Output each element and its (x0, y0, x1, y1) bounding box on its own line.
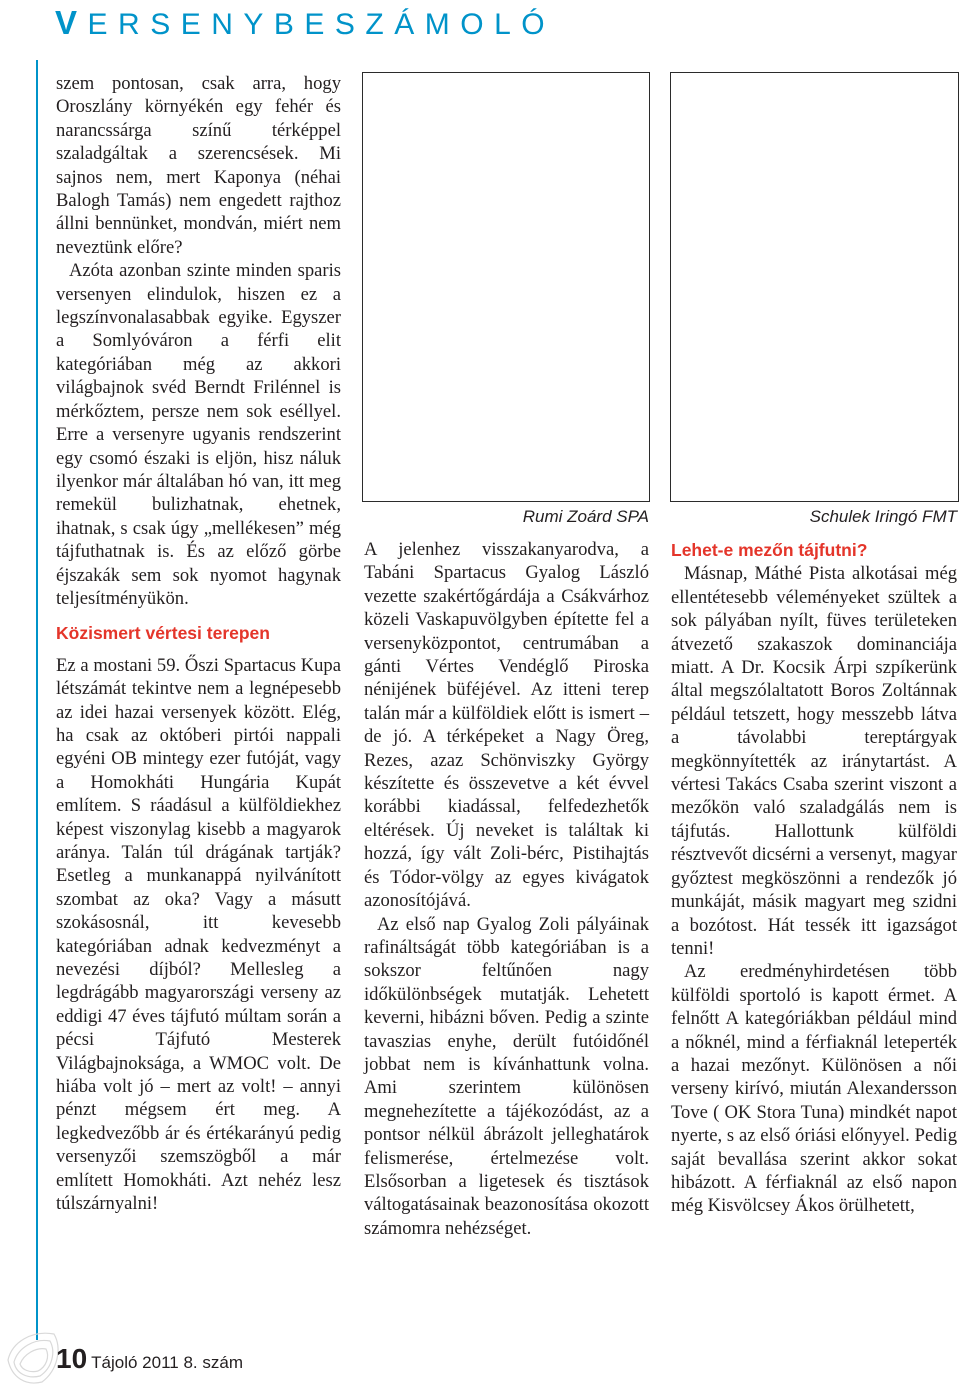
article-column-3 (671, 538, 957, 1218)
section-title-rest: ERSENYBESZÁMOLÓ (87, 8, 556, 41)
left-margin-rule (36, 60, 38, 1340)
paragraph: Másnap, Máthé Pista alkotásai még ellentétesebb véleményeket szültek a sok pályában nyílt, füves területeken átvezető szakaszok dominanciája miatt. A Dr. Kocsik Árpi szpíkerünk által megszólaltatott Boros Zoltánnak például tetszett, hogy messzebb látva a távolabbi tereptárgyak megkönnyítették az iránytartást. A vértesi Takács Csaba szerint viszont a mezőkön való szaladgálás nem is tájfutás. Hallottunk külföldi résztvevőt dicsérni a versenyt, magyar győztest megköszönni a rendezők jó munkáját, másik magyart meg szidni a bozótost. Hát tessék itt igazságot tenni! (671, 563, 957, 959)
paragraph: A jelenhez visszakanyarodva, a Tabáni Spartacus Gyalog László vezette szakértőgárdája a Csákvárhoz közeli Vaskapuvölgyben építette fel a versenyközpontot, centrumában a gánti Vértes Vendéglő Piroska nénijének büféjével. Az itteni terep talán már a külföldiek előtt is ismert – de jó. A térképeket a Nagy Öreg, Rezes, azaz Schönviszky György készítette és összevetve a két évvel korábbi kiadással, felfedezhetők eltérések. Új neveket is találtak ki hozzá, így vált Zoli-bérc, Pistihajtás és Tódor-völgy az egyes kivágatok azonosítójává. (364, 539, 649, 912)
photo-caption-2: Schulek Iringó FMT (809, 507, 957, 526)
section-title-initial: V (55, 4, 88, 41)
paragraph: Az eredményhirdetésen több külföldi sportoló is kapott érmet. A felnőtt A kategóriákban például mind a nőknél, mind a férfiaknál leteperték a hazai mezőnyt. Különösen a női verseny kirívó, miután Alexandersson Tove ( OK Stora Tuna) mindkét napot nyerte, s az első óriási előnyyel. Pedig saját bevallása szerint akkor sokat hibázott. A férfiaknál az első napon még Kisvölcsey Ákos örülhetett, (671, 961, 957, 1217)
subheading: Lehet-e mezőn tájfutni? (671, 540, 868, 560)
paragraph: szem pontosan, csak arra, hogy Oroszlány környékén egy fehér és narancssárga színű térképpel szaladgáltak a szerencsések. Mi sajnos nem, mert Kaponya (néhai Balogh Tamás) nem engedett rajthoz állni bennünket, mondván, miért nem neveztünk előre? (56, 73, 341, 258)
subheading: Közismert vértesi terepen (56, 623, 270, 644)
paragraph: Azóta azonban szinte minden sparis versenyen elindulok, hiszen ez a legszínvonalasabbak egyike. Egyszer a Somlyóváron a férfi elit kategóriában még az akkori világbajnok svéd Berndt Frilénnel is mérkőztem, persze nem sok eséllyel. Erre a versenyre ugyanis rendszerint egy csomó északi is eljön, hisz náluk ilyenkor már általában hó van, itt meg remekül bulizhatnak, ehetnek, ihatnak, s csak úgy „mellékesen” még tájfuthatnak is. És az előző görbe éjszakák sem sok nyomot hagynak teljesítményükön. (56, 260, 341, 609)
photo-placeholder-2 (670, 72, 959, 502)
page-number: 10 (56, 1343, 88, 1374)
publication-info: Tájoló 2011 8. szám (91, 1353, 243, 1372)
photo-caption-1: Rumi Zoárd SPA (522, 507, 649, 526)
paragraph: Az első nap Gyalog Zoli pályáinak rafináltságát több kategóriában is a sokszor feltűnően nagy időkülönbségek mutatják. Lehetett keverni, hibázni bőven. Pedig a szinte tavaszias enyhe, derült futóidőnél jobbat nem is kívánhattunk volna. Ami szerintem különösen megnehezítette a tájékozódást, az a pontsor nélkül ábrázolt jelleghatárok felismerése, értelmezése volt. Elsősorban a ligetesek és tisztások váltogatásainak beazonosítása okozott számomra nehézséget. (364, 913, 649, 1239)
photo-placeholder-1 (362, 72, 650, 502)
section-title (55, 4, 555, 42)
paragraph: Ez a mostani 59. Őszi Spartacus Kupa létszámát tekintve nem a legnépesebb az idei hazai versenyek között. Elég, ha csak az októberi pirtói nappali egyéni OB mintegy ezer futóját, vagy a Homokháti Hungária Kupát említem. S ráadásul a külföldiekhez képest viszonylag kisebb a magyarok aránya. Talán túl drágának tartják? Esetleg a munkanappá nyilvánított szombat az oka? Vagy a másutt szokásosnál, itt kevesebb kategóriában adnak kedvezményt a nevezési díjból? Mellesleg a legdrágább magyarországi verseny az eddigi 47 éves tájfutó múltam során a pécsi Tájfutó Mesterek Világbajnoksága, a WMOC volt. De hiába volt jó – mert az volt! – annyi pénzt mégsem ért meg. A legkedvezőbb ár és értékarányú pedig versenyzői szemszögből a már említett Homokháti. Azt nehéz lesz túlszárnyalni! (56, 654, 341, 1215)
article-column-1 (56, 72, 341, 1216)
page-footer (56, 1343, 243, 1375)
article-column-2 (364, 538, 649, 1240)
